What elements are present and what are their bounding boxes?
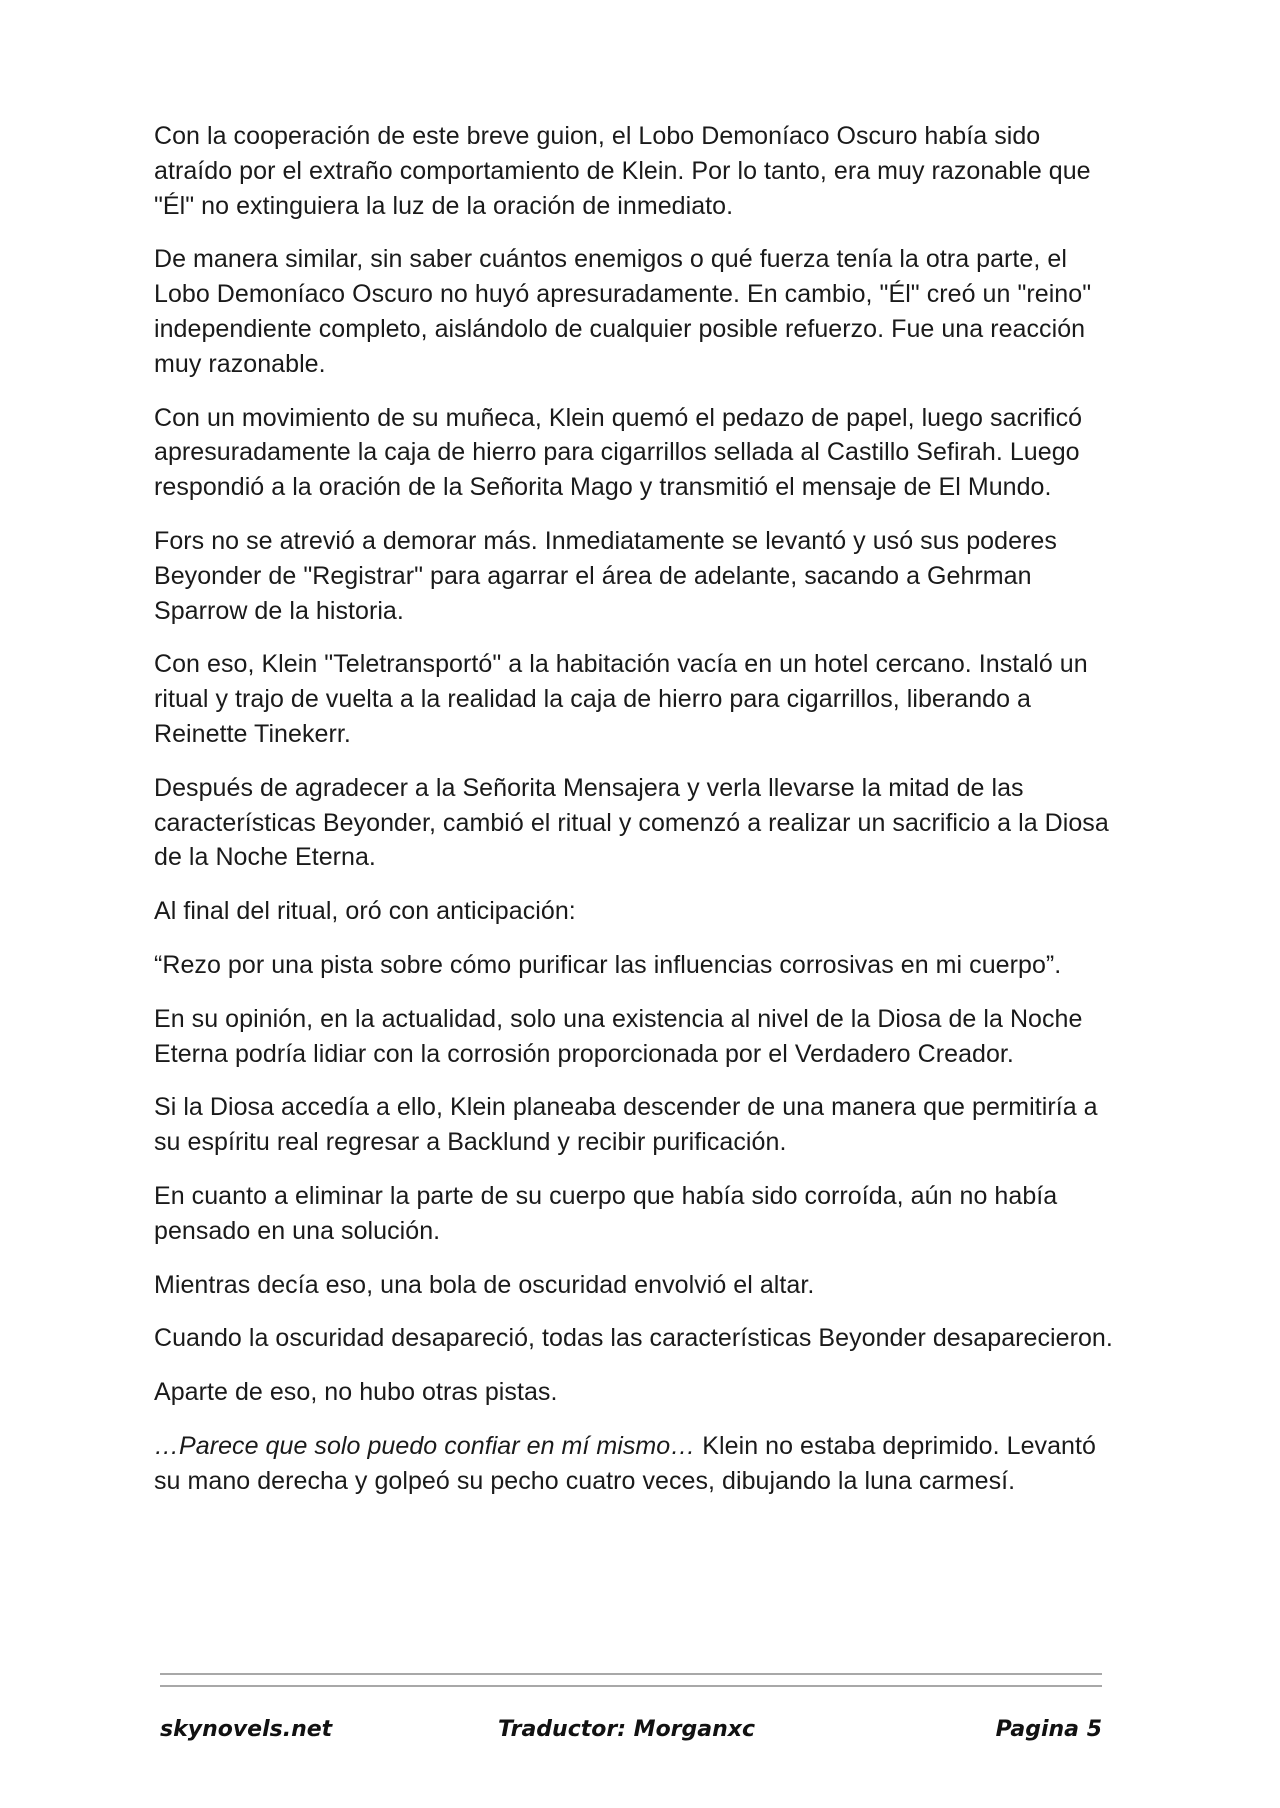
footer-divider-top (160, 1673, 1102, 1675)
paragraph: Después de agradecer a la Señorita Mensajera y verla llevarse la mitad de las características Beyonder, cambió el ritual y comenzó a realizar un sacrificio a la Diosa de la Noche Eterna. (154, 773, 1109, 872)
paragraph: Si la Diosa accedía a ello, Klein planeaba descender de una manera que permitiría a su espíritu real regresar a Backlund y recibir purificación. (154, 1093, 1098, 1157)
paragraph: Con la cooperación de este breve guion, el Lobo Demoníaco Oscuro había sido atraído por el extraño comportamiento de Klein. Por lo tanto, era muy razonable que "Él" no extinguiera la luz de la oración de inmediato. (154, 122, 1091, 220)
paragraph: Mientras decía eso, una bola de oscuridad envolvió el altar. (154, 1270, 815, 1299)
paragraph: Al final del ritual, oró con anticipación: (154, 897, 576, 926)
page-footer (160, 1717, 1102, 1751)
paragraph: Aparte de eso, no hubo otras pistas. (154, 1378, 558, 1407)
paragraph: Cuando la oscuridad desapareció, todas las características Beyonder desaparecieron. (154, 1324, 1113, 1353)
footer-divider-bottom (160, 1685, 1102, 1687)
paragraph: Con eso, Klein "Teletransportó" a la habitación vacía en un hotel cercano. Instaló un ritual y trajo de vuelta a la realidad la caja de hierro para cigarrillos, liberando a Reinette Tinekerr. (154, 650, 1088, 748)
paragraph: Fors no se atrevió a demorar más. Inmediatamente se levantó y usó sus poderes Beyonder de "Registrar" para agarrar el área de adelante, sacando a Gehrman Sparrow de la historia. (154, 526, 1057, 625)
footer-translator: Traductor: Morganxc (498, 1717, 756, 1742)
paragraph: En su opinión, en la actualidad, solo una existencia al nivel de la Diosa de la Noche Eterna podría lidiar con la corrosión proporcionada por el Verdadero Creador. (154, 1004, 1083, 1068)
footer-site: skynovels.net (160, 1717, 333, 1742)
paragraph (154, 1429, 1114, 1499)
paragraph: De manera similar, sin saber cuántos enemigos o qué fuerza tenía la otra parte, el Lobo Demoníaco Oscuro no huyó apresuradamente. En cambio, "Él" creó un "reino" independiente completo, aislándolo de cualquier posible refuerzo. Fue una reacción muy razonable. (154, 245, 1092, 378)
document-body (154, 119, 1114, 1518)
footer-page-number: Pagina 5 (995, 1717, 1102, 1742)
paragraph: Con un movimiento de su muñeca, Klein quemó el pedazo de papel, luego sacrificó apresuradamente la caja de hierro para cigarrillos sellada al Castillo Sefirah. Luego respondió a la oración de la Señorita Mago y transmitió el mensaje de El Mundo. (154, 403, 1083, 502)
italic-thought: …Parece que solo puedo confiar en mí mismo… (154, 1431, 696, 1460)
paragraph: En cuanto a eliminar la parte de su cuerpo que había sido corroída, aún no había pensado en una solución. (154, 1181, 1058, 1245)
paragraph: “Rezo por una pista sobre cómo purificar las influencias corrosivas en mi cuerpo”. (154, 950, 1062, 979)
paragraph-text: Klein no estaba deprimido. Levantó su mano derecha y golpeó su pecho cuatro veces, dibujando la luna carmesí. (154, 1431, 1096, 1495)
